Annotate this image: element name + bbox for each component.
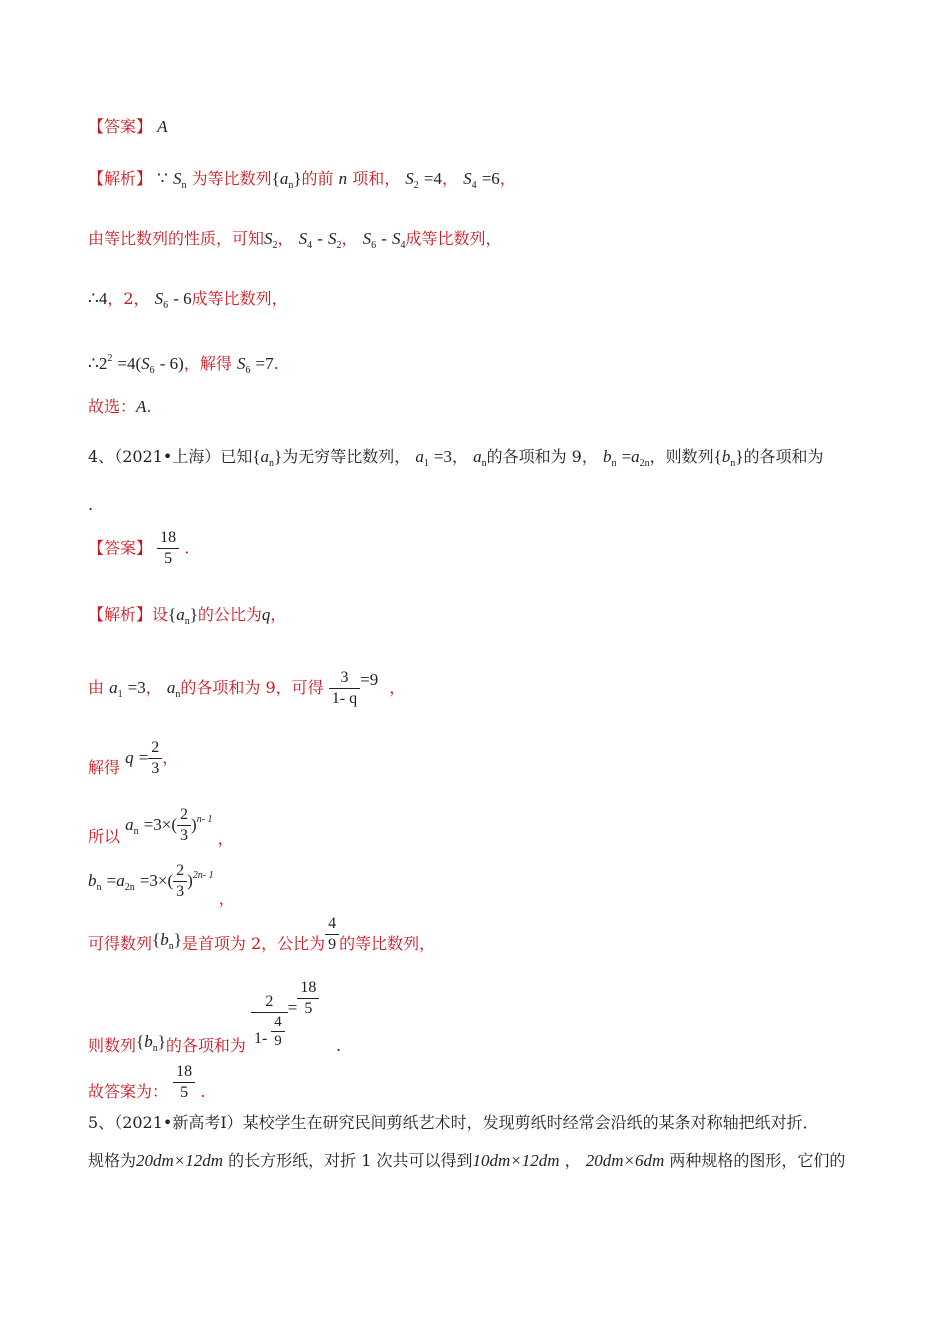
fraction: $\frac{4}{9}$ <box>325 914 339 955</box>
q3-analysis-line-1: 【解析】 ∵ $S_n$ 为等比数列$\{a_n\}$的前 n 项和， $S_2 =4$， $S_4 =6$， <box>88 169 516 191</box>
q4-analysis-line-2: 由 $a_1 =3$， $a_n$的各项和为 9，可得 $\frac{3}{1- q}$ =9 ， <box>88 669 406 707</box>
answer-fraction: $\frac{18}{5}$ <box>157 528 179 569</box>
fraction: $\frac{3}{1- q}$ <box>329 668 360 709</box>
answer-value: A <box>157 117 168 136</box>
q4-stem-line: 4、（2021•上海）已知$\{a_n\}$为无穷等比数列， $a_1 =3$， $a_n$的各项和为 9， $b_n =a_{2n}$，则数列$\{b_n\}$的各项和为 <box>88 447 824 469</box>
q3-analysis-line-4: $\therefore 2^2 =4(S_6 - 6)$，解得 $S_6 =7$. <box>88 353 279 376</box>
q3-answer-line <box>88 116 168 138</box>
q4-analysis-line-7: 则数列$\{b_n\}$的各项和为 2 1- $\frac{4}{9}$ = $\frac{18}{5}$ . <box>88 979 341 1055</box>
q3-final-line: 故选：A. <box>88 397 152 416</box>
q5-stem-line-2: 规格为20dm×12dm 的长方形纸，对折 1 次共可以得到10dm×12dm ， 20dm×6dm 两种规格的图形，它们的 <box>88 1151 846 1170</box>
fraction: $\frac{2}{3}$ <box>173 861 187 902</box>
analysis-label: 【解析】 <box>88 169 153 188</box>
fraction: $\frac{2}{3}$ <box>148 738 162 779</box>
q4-final-line: 故答案为： $\frac{18}{5}$ . <box>88 1063 206 1101</box>
q4-answer-line: 【答案】 $\frac{18}{5}$ . <box>88 529 190 567</box>
q4-analysis-line-4: 所以 $a_n =3\times$( $\frac{2}{3}$ )$^{n- 1}$ ， <box>88 806 234 848</box>
q4-stem-dot: . <box>88 495 94 514</box>
analysis-label: 【解析】 <box>88 605 153 624</box>
q4-analysis-line-5: $b_n =a_{2n} =3\times$( $\frac{2}{3}$ )$^{2n- 1}$ ， <box>88 862 235 908</box>
compound-fraction: 2 1- $\frac{4}{9}$ <box>251 992 288 1050</box>
q4-analysis-line-6: 可得数列$\{b_n\}$是首项为 2，公比为 $\frac{4}{9}$ 的等比数列， <box>88 915 436 953</box>
q4-analysis-line-1: 【解析】设$\{a_n\}$的公比为q， <box>88 605 287 627</box>
answer-label: 【答案】 <box>88 117 153 136</box>
q3-analysis-line-3: ∴4，2， $S_6 - 6$成等比数列， <box>88 289 288 311</box>
final-fraction: $\frac{18}{5}$ <box>173 1062 195 1103</box>
fraction: $\frac{18}{5}$ <box>297 978 319 1019</box>
q5-stem-line-1: 5、（2021•新高考Ⅰ）某校学生在研究民间剪纸艺术时，发现剪纸时经常会沿纸的某条对称轴把纸对折． <box>88 1113 819 1132</box>
fraction: $\frac{2}{3}$ <box>177 805 191 846</box>
q3-analysis-line-2: 由等比数列的性质，可知$S_2$， $S_4 - S_2$， $S_6 - S_4$成等比数列， <box>88 229 502 251</box>
q4-analysis-line-3: 解得 q = $\frac{2}{3}$ ， <box>88 739 179 777</box>
answer-label: 【答案】 <box>88 538 153 558</box>
